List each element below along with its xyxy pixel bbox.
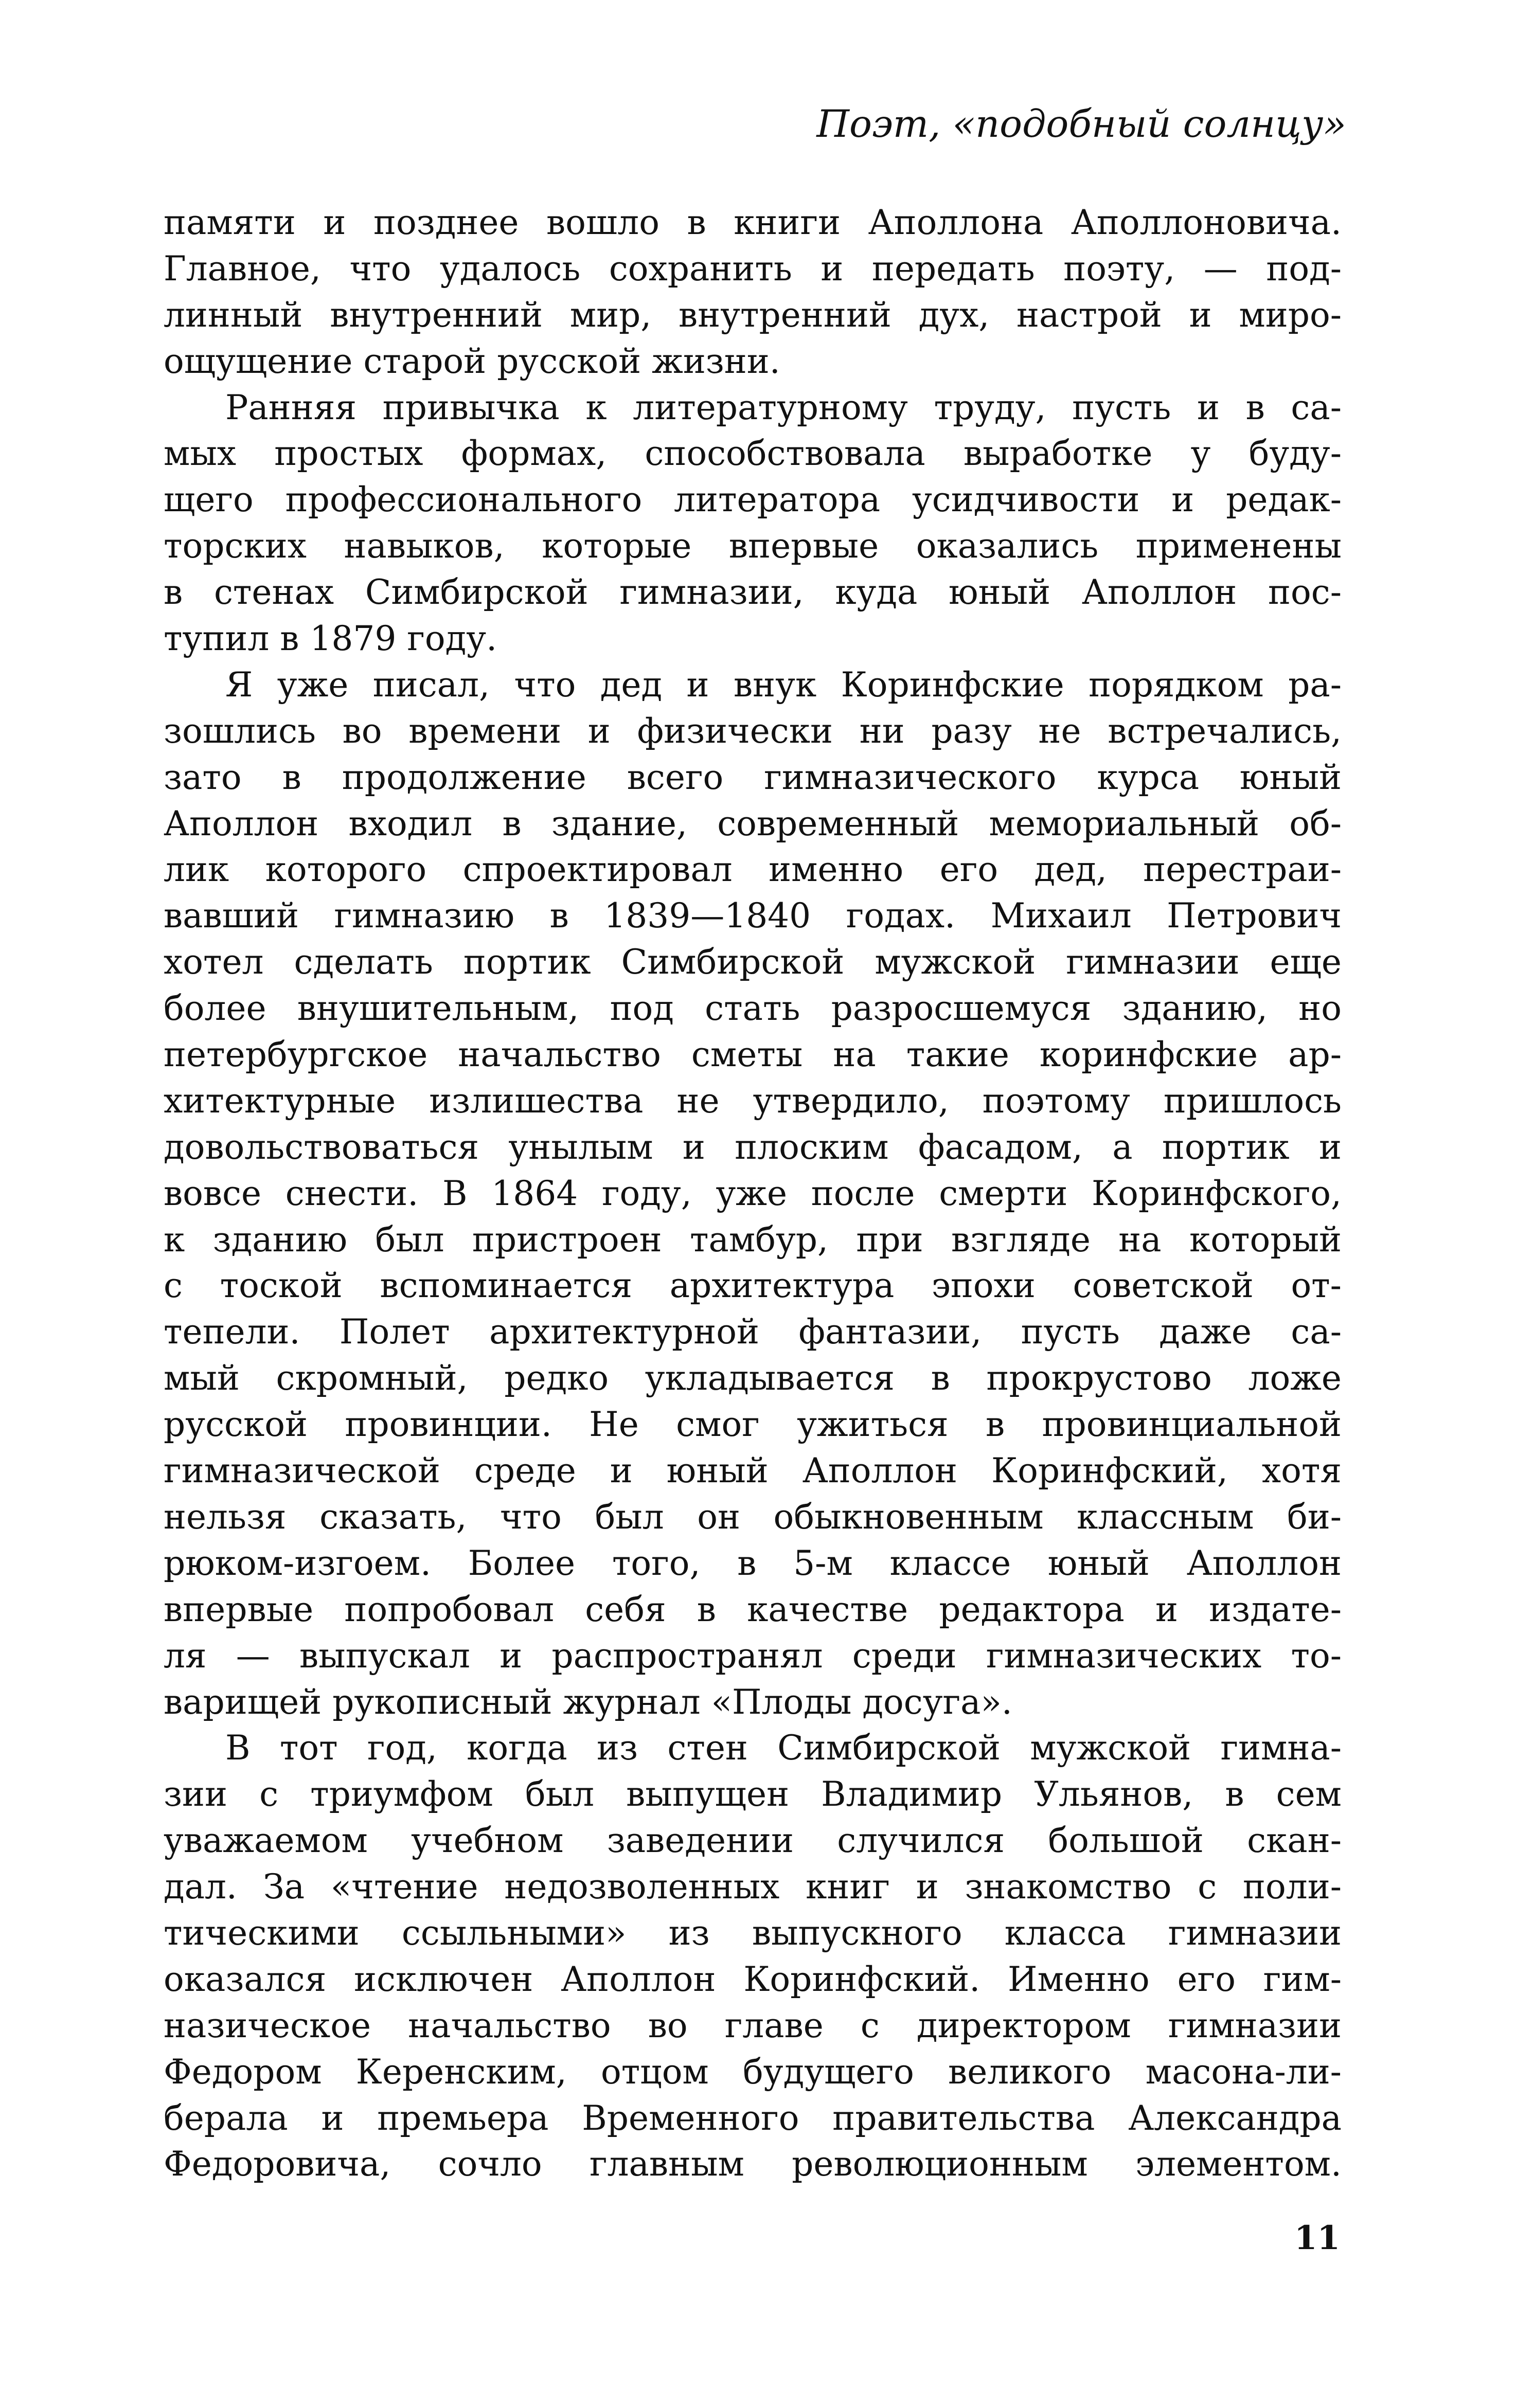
text-line: впервые попробовал себя в качестве редактора и издате- <box>164 1589 1342 1629</box>
running-head: Поэт, «подобный солнцу» <box>816 102 1346 146</box>
text-line: гимназической среде и юный Аполлон Коринфский, хотя <box>164 1451 1342 1491</box>
text-line: Ранняя привычка к литературному труду, пусть и в са- <box>225 387 1342 427</box>
text-line: довольствоваться унылым и плоским фасадом, а портик и <box>164 1127 1342 1167</box>
text-line: зии с триумфом был выпущен Владимир Ульянов, в сем <box>164 1774 1342 1814</box>
text-line: тическими ссыльными» из выпускного класса гимназии <box>164 1913 1342 1953</box>
text-line: Я уже писал, что дед и внук Коринфские порядком ра- <box>225 664 1342 705</box>
text-line: с тоской вспоминается архитектура эпохи советской от- <box>164 1266 1342 1306</box>
text-line: зошлись во времени и физически ни разу не встречались, <box>164 711 1342 751</box>
text-line: петербургское начальство сметы на такие коринфские ар- <box>164 1035 1342 1075</box>
text-line: В тот год, когда из стен Симбирской мужской гимна- <box>225 1728 1342 1768</box>
text-line: дал. За «чтение недозволенных книг и знакомство с поли- <box>164 1867 1342 1907</box>
text-line: оказался исключен Аполлон Коринфский. Именно его гим- <box>164 1959 1342 1999</box>
text-line: назическое начальство во главе с директором гимназии <box>164 2005 1342 2045</box>
text-line: мых простых формах, способствовала выработке у буду- <box>164 434 1342 474</box>
text-line: Аполлон входил в здание, современный мемориальный об- <box>164 803 1342 843</box>
text-line: щего профессионального литератора усидчивости и редак- <box>164 480 1342 520</box>
text-line: Федоровича, сочло главным революционным элементом. <box>164 2144 1342 2184</box>
text-line: более внушительным, под стать разросшемуся зданию, но <box>164 989 1342 1029</box>
text-line: лик которого спроектировал именно его дед, перестраи- <box>164 850 1342 890</box>
text-line: берала и премьера Временного правительства Александра <box>164 2098 1342 2138</box>
text-line: уважаемом учебном заведении случился большой скан- <box>164 1821 1342 1861</box>
page-number: 11 <box>1294 2219 1340 2257</box>
text-line: Главное, что удалось сохранить и передать поэту, — под- <box>164 248 1342 289</box>
text-line: вавший гимназию в 1839—1840 годах. Михаил Петрович <box>164 896 1342 936</box>
text-line: ля — выпускал и распространял среди гимназических то- <box>164 1636 1342 1676</box>
text-line: варищей рукописный журнал «Плоды досуга». <box>164 1682 1012 1722</box>
text-line: тупил в 1879 году. <box>164 619 497 659</box>
text-line: линный внутренний мир, внутренний дух, настрой и миро- <box>164 295 1342 335</box>
text-line: зато в продолжение всего гимназического курса юный <box>164 757 1342 797</box>
text-line: тепели. Полет архитектурной фантазии, пусть даже са- <box>164 1312 1342 1352</box>
text-line: русской провинции. Не смог ужиться в провинциальной <box>164 1405 1342 1445</box>
text-line: вовсе снести. В 1864 году, уже после смерти Коринфского, <box>164 1173 1342 1213</box>
text-line: рюком-изгоем. Более того, в 5-м классе юный Аполлон <box>164 1543 1342 1583</box>
text-line: хотел сделать портик Симбирской мужской гимназии еще <box>164 942 1342 982</box>
text-line: нельзя сказать, что был он обыкновенным классным би- <box>164 1497 1342 1537</box>
text-line: в стенах Симбирской гимназии, куда юный Аполлон пос- <box>164 572 1342 613</box>
text-line: хитектурные излишества не утвердило, поэтому пришлось <box>164 1081 1342 1121</box>
text-line: к зданию был пристроен тамбур, при взгляде на который <box>164 1219 1342 1260</box>
text-line: торских навыков, которые впервые оказались применены <box>164 526 1342 566</box>
text-line: ощущение старой русской жизни. <box>164 341 780 381</box>
text-line: памяти и позднее вошло в книги Аполлона Аполлоновича. <box>164 203 1342 242</box>
text-line: Федором Керенским, отцом будущего великого масона-ли- <box>164 2052 1342 2092</box>
text-line: мый скромный, редко укладывается в прокрустово ложе <box>164 1358 1342 1398</box>
body-text <box>164 200 1342 2187</box>
